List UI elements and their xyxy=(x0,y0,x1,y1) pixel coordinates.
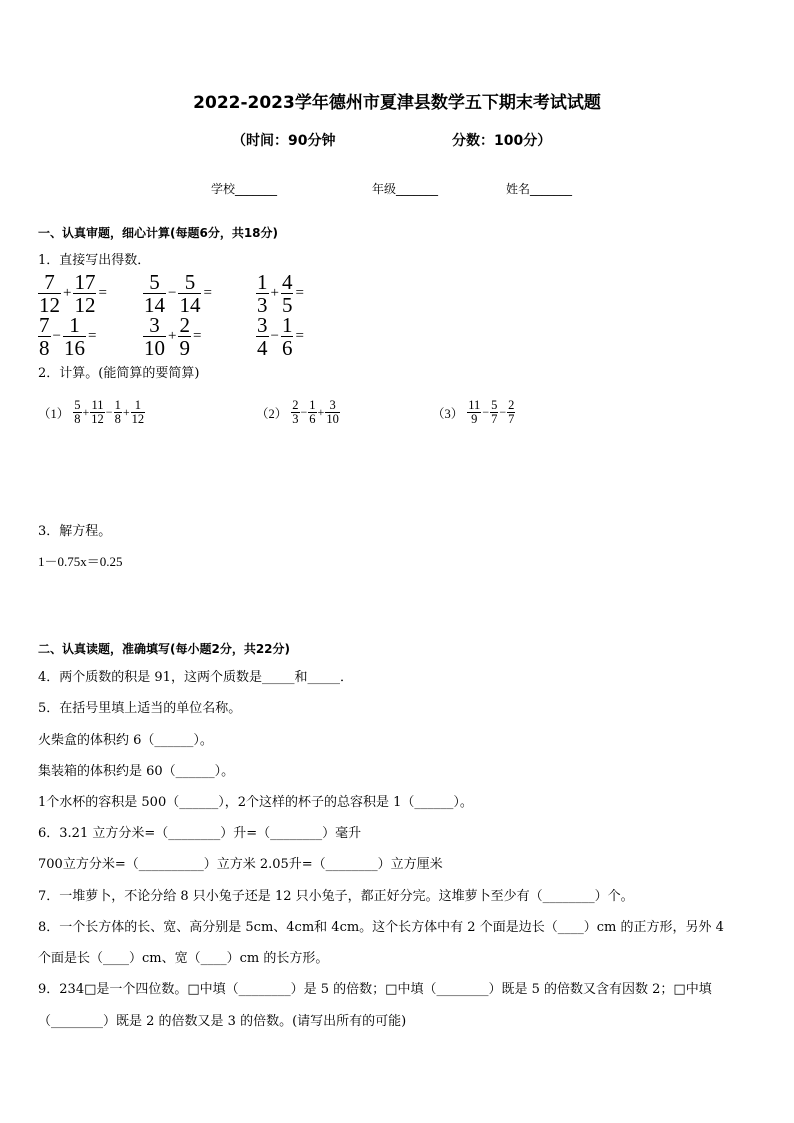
denominator: 12 xyxy=(74,293,96,318)
numerator: 7 xyxy=(38,271,61,294)
numerator: 11 xyxy=(468,398,481,412)
fraction xyxy=(308,399,316,426)
question-8: 8．一个长方体的长、宽、高分别是 5cm、4cm和 4cm。这个长方体中有 2 个面是边长（____）cm 的正方形，另外 4 xyxy=(38,920,724,935)
numerator: 1 xyxy=(114,398,121,412)
fraction xyxy=(178,271,201,316)
operator: + xyxy=(168,328,177,345)
item-label: （1） xyxy=(38,406,70,421)
denominator: 14 xyxy=(144,293,165,318)
name-field[interactable]: 姓名_______ xyxy=(506,182,573,196)
denominator: 5 xyxy=(281,293,293,318)
denominator: 14 xyxy=(179,293,201,318)
numerator: 1 xyxy=(309,398,316,412)
grade-field[interactable]: 年级_______ xyxy=(372,182,439,196)
denominator: 8 xyxy=(74,412,81,427)
denominator: 3 xyxy=(257,293,268,318)
question-9: 9．234□是一个四位数。□中填（________）是 5 的倍数；□中填（________）既是 5 的倍数又含有因数 2；□中填 xyxy=(38,982,712,997)
expression-2-2 xyxy=(143,314,203,359)
denominator: 12 xyxy=(91,412,104,427)
operator: = xyxy=(295,285,304,302)
numerator: 1 xyxy=(257,270,268,294)
operator: = xyxy=(87,328,97,345)
numerator: 2 xyxy=(508,398,515,412)
question-2-item-2 xyxy=(256,399,340,426)
numerator: 5 xyxy=(74,398,81,412)
operator: = xyxy=(203,285,212,302)
expression-1-1 xyxy=(38,271,109,316)
question-8b: 个面是长（____）cm、宽（____）cm 的长方形。 xyxy=(38,951,329,966)
question-2-item-3 xyxy=(432,399,515,426)
question-2-text: 2．计算。(能简算的要简算) xyxy=(38,366,200,381)
denominator: 8 xyxy=(114,412,121,427)
numerator: 1 xyxy=(281,313,293,337)
question-1-row-1 xyxy=(38,270,358,318)
operator: − xyxy=(105,405,113,420)
operator: − xyxy=(482,405,490,420)
denominator: 10 xyxy=(326,412,339,427)
operator: + xyxy=(82,405,90,420)
expression-2-1 xyxy=(38,314,98,359)
question-2-item-1 xyxy=(38,399,145,426)
fraction xyxy=(38,314,51,359)
denominator: 3 xyxy=(292,412,299,427)
operator: − xyxy=(168,285,177,302)
denominator: 16 xyxy=(63,336,85,361)
numerator: 5 xyxy=(143,271,166,294)
question-5: 5．在括号里填上适当的单位名称。 xyxy=(38,701,242,716)
fraction xyxy=(507,399,515,426)
fraction xyxy=(291,399,299,426)
denominator: 4 xyxy=(257,336,268,361)
numerator: 3 xyxy=(143,314,166,337)
operator: + xyxy=(122,405,130,420)
denominator: 7 xyxy=(491,412,498,427)
fraction xyxy=(281,314,294,359)
operator: + xyxy=(63,285,72,302)
fraction xyxy=(490,399,498,426)
fraction xyxy=(178,314,191,359)
numerator: 11 xyxy=(91,398,104,412)
expression-1-2 xyxy=(143,271,214,316)
denominator: 6 xyxy=(309,412,316,427)
denominator: 6 xyxy=(281,336,293,361)
school-field[interactable]: 学校_______ xyxy=(211,182,278,196)
section-2-heading: 二、认真读题，准确填写(每小题2分，共22分) xyxy=(38,642,291,656)
denominator: 9 xyxy=(179,336,190,361)
denominator: 12 xyxy=(131,412,145,427)
fraction xyxy=(143,314,166,359)
operator: − xyxy=(300,405,308,420)
fraction xyxy=(114,399,122,426)
numerator: 7 xyxy=(39,313,50,337)
question-1-text: 1．直接写出得数． xyxy=(38,253,151,268)
question-9b: （________）既是 2 的倍数又是 3 的倍数。(请写出所有的可能) xyxy=(38,1014,407,1029)
question-5c: 1个水杯的容积是 500（______），2个这样的杯子的总容积是 1（______）。 xyxy=(38,795,473,810)
numerator: 3 xyxy=(257,313,268,337)
operator: − xyxy=(270,328,279,345)
expression-2-3 xyxy=(256,314,306,359)
operator: − xyxy=(499,405,507,420)
numerator: 2 xyxy=(292,398,299,412)
numerator: 5 xyxy=(491,398,498,412)
denominator: 12 xyxy=(39,293,60,318)
numerator: 1 xyxy=(131,399,146,413)
denominator: 8 xyxy=(39,336,50,361)
fraction xyxy=(73,399,81,426)
operator: = xyxy=(192,328,202,345)
question-5b: 集装箱的体积约是 60（______）。 xyxy=(38,764,235,779)
fraction xyxy=(256,271,269,316)
denominator: 7 xyxy=(508,412,515,427)
numerator: 1 xyxy=(63,314,86,337)
page-title: 2022-2023学年德州市夏津县数学五下期末考试试题 xyxy=(193,93,601,113)
fraction xyxy=(38,271,61,316)
operator: + xyxy=(270,285,279,302)
numerator: 17 xyxy=(74,270,96,294)
operator: = xyxy=(295,328,304,345)
operator: − xyxy=(52,328,61,345)
denominator: 10 xyxy=(144,336,165,361)
fraction xyxy=(256,314,269,359)
fraction xyxy=(73,271,96,316)
fraction xyxy=(325,399,340,426)
fraction xyxy=(63,314,86,359)
exam-score: 分数：100分） xyxy=(452,133,552,149)
numerator: 2 xyxy=(179,313,190,337)
item-label: （2） xyxy=(256,406,288,421)
fraction xyxy=(281,271,294,316)
section-1-heading: 一、认真审题，细心计算(每题6分，共18分) xyxy=(38,226,279,240)
fraction xyxy=(143,271,166,316)
question-6: 6．3.21 立方分米=（________）升=（________）毫升 xyxy=(38,826,362,841)
operator: + xyxy=(317,405,325,420)
numerator: 5 xyxy=(178,271,201,294)
exam-time: （时间：90分钟 xyxy=(232,133,336,149)
expression-1-3 xyxy=(256,271,306,316)
numerator: 4 xyxy=(281,270,293,294)
question-4: 4．两个质数的积是 91，这两个质数是_____和_____． xyxy=(38,670,353,685)
question-3-text: 3．解方程。 xyxy=(38,524,112,539)
question-1-row-2 xyxy=(38,313,358,361)
question-7: 7．一堆萝卜，不论分给 8 只小兔子还是 12 只小兔子，都正好分完。这堆萝卜至少有（________）个。 xyxy=(38,889,634,904)
operator: = xyxy=(98,285,107,302)
fraction xyxy=(131,399,146,426)
fraction xyxy=(467,399,481,426)
question-3-equation: 1－0.75x＝0.25 xyxy=(38,554,123,569)
denominator: 9 xyxy=(471,412,478,427)
item-label: （3） xyxy=(432,406,464,421)
question-6b: 700立方分米=（__________）立方米 2.05升=（________）立方厘米 xyxy=(38,857,443,872)
fraction xyxy=(90,399,105,426)
numerator: 3 xyxy=(325,399,340,413)
question-5a: 火柴盒的体积约 6（______）。 xyxy=(38,733,213,748)
